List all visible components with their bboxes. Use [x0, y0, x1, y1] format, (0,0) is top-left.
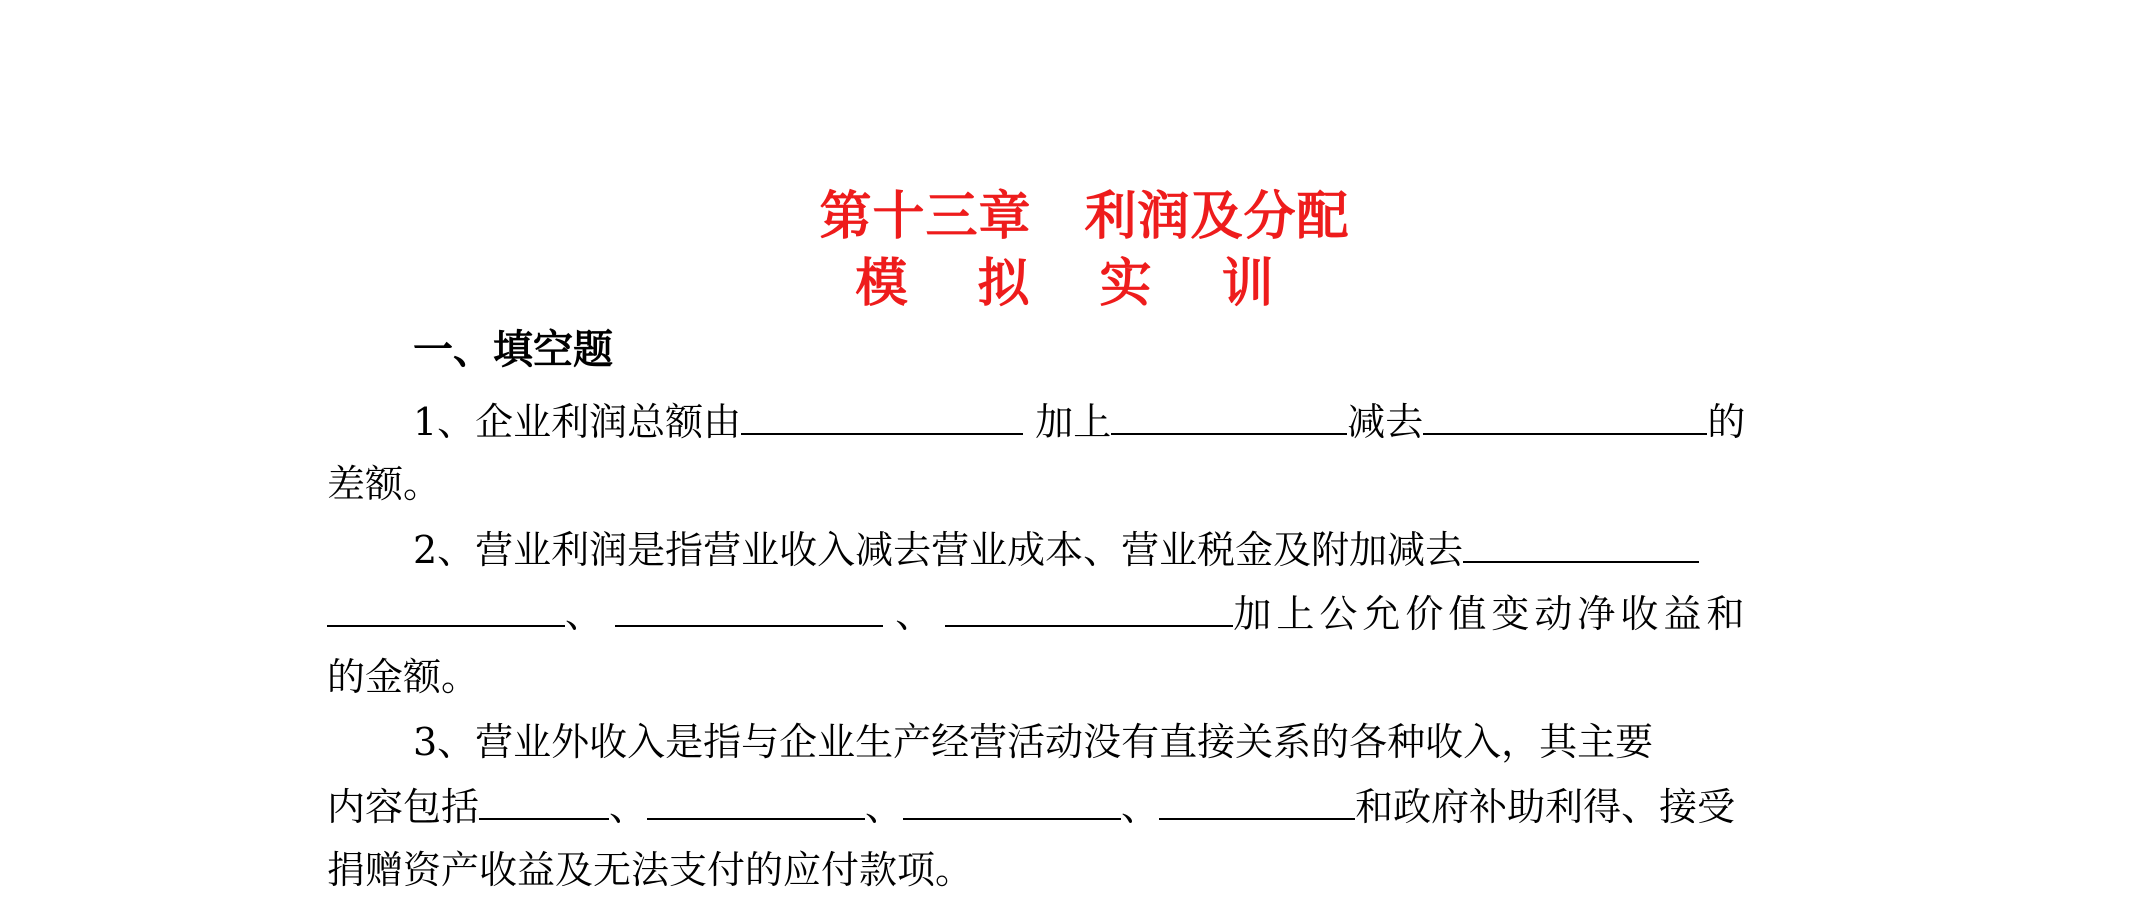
question-3-line-3: 捐赠资产收益及无法支付的应付款项。	[327, 848, 974, 892]
q3-text-2: 和政府补助利得、接受	[1355, 785, 1736, 829]
q2-sep-1: 、	[565, 592, 604, 636]
question-3-line-2	[327, 778, 1735, 835]
q2-blank-1[interactable]	[1463, 521, 1699, 563]
q3-blank-2[interactable]	[647, 778, 865, 820]
q1-text-1: 1、企业利润总额由	[413, 400, 742, 444]
q2-blank-2[interactable]	[615, 585, 883, 627]
question-3-line-1: 3、营业外收入是指与企业生产经营活动没有直接关系的各种收入，其主要	[413, 720, 1654, 764]
q2-blank-3[interactable]	[945, 585, 1233, 627]
q3-sep-3: 、	[1121, 785, 1160, 829]
q3-blank-3[interactable]	[903, 778, 1121, 820]
q1-blank-1[interactable]	[741, 393, 1023, 435]
q1-blank-3[interactable]	[1423, 393, 1707, 435]
question-2-line-3: 的金额。	[327, 655, 480, 699]
question-1-line-2: 差额。	[327, 462, 442, 506]
q3-sep-1: 、	[609, 785, 648, 829]
q2-sep-2: 、	[895, 592, 934, 636]
question-2-line-2	[327, 585, 1749, 642]
q3-text-1: 内容包括	[327, 785, 480, 829]
q1-text-3: 减去	[1347, 400, 1424, 444]
section-heading: 一、填空题	[413, 327, 613, 373]
q2-text-1: 2、营业利润是指营业收入减去营业成本、营业税金及附加减去	[413, 528, 1464, 572]
q3-blank-1[interactable]	[479, 778, 609, 820]
q3-blank-4[interactable]	[1159, 778, 1355, 820]
q1-text-2: 加上	[1035, 400, 1112, 444]
question-2-line-1	[413, 521, 1699, 578]
q2-text-2: 加上公允价值变动净收益和	[1233, 592, 1750, 636]
question-1-line-1	[413, 393, 1745, 450]
chapter-title: 第十三章 利润及分配	[819, 187, 1350, 247]
q3-sep-2: 、	[865, 785, 904, 829]
q2-blank-1-cont[interactable]	[327, 585, 565, 627]
q1-text-4: 的	[1707, 400, 1746, 444]
chapter-subtitle: 模 拟 实 训	[855, 254, 1300, 314]
q1-blank-2[interactable]	[1111, 393, 1347, 435]
